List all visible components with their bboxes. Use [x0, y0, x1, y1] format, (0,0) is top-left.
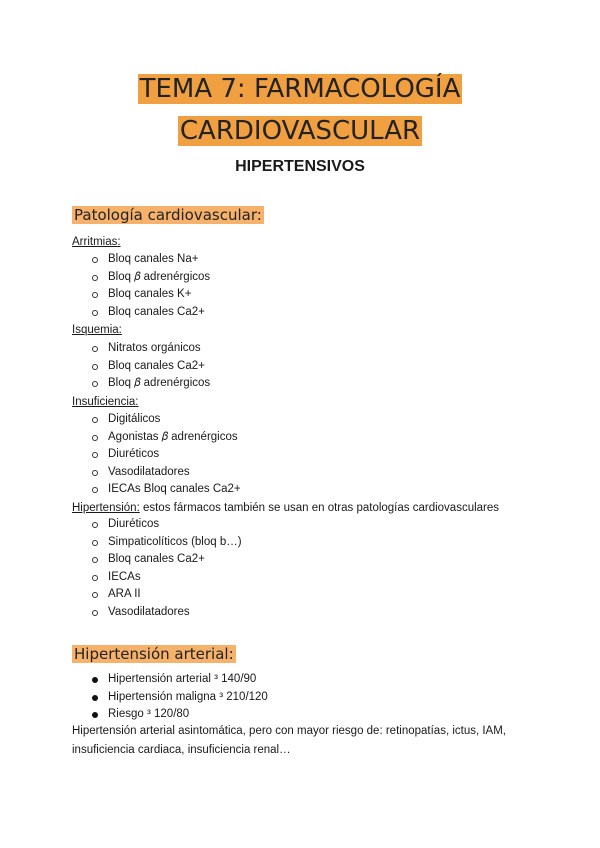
section-heading-hipertension-arterial [72, 643, 236, 665]
list-item: Hipertensión arterial ³ 140/90 [90, 671, 268, 689]
title-text-2: CARDIOVASCULAR [179, 116, 421, 146]
list-item: Bloq 𝛽 adrenérgicos [90, 375, 210, 393]
list-isquemia [90, 340, 210, 393]
list-item: Vasodilatadores [90, 604, 242, 622]
list-item: Bloq canales Ca2+ [90, 304, 210, 322]
title-line-1 [0, 72, 600, 106]
list-item: Bloq 𝛽 adrenérgicos [90, 269, 210, 287]
subtitle: HIPERTENSIVOS [235, 158, 365, 175]
list-item: Bloq canales Ca2+ [90, 551, 242, 569]
category-insuficiencia-label: Insuficiencia: [72, 396, 139, 408]
list-item: Diuréticos [90, 446, 241, 464]
list-item: Diuréticos [90, 516, 242, 534]
list-item: Nitratos orgánicos [90, 340, 210, 358]
list-arritmias [90, 251, 210, 321]
category-hipertension-note: estos fármacos también se usan en otras patologías cardiovasculares [139, 502, 500, 514]
list-item: IECAs [90, 569, 242, 587]
list-item: Simpaticolíticos (bloq b…) [90, 534, 242, 552]
category-arritmias [72, 235, 121, 249]
list-item: Agonistas 𝛽 adrenérgicos [90, 429, 241, 447]
list-item: IECAs Bloq canales Ca2+ [90, 481, 241, 499]
list-item: Bloq canales K+ [90, 286, 210, 304]
category-hipertension [72, 501, 542, 515]
paragraph-asintomatica: Hipertensión arterial asintomática, pero con mayor riesgo de: retinopatías, ictus, IAM, insuficiencia cardiaca, insuficiencia renal… [72, 725, 507, 756]
list-item: Bloq canales Na+ [90, 251, 210, 269]
list-hipertension [90, 516, 242, 621]
title-line-2 [0, 114, 600, 148]
list-insuficiencia [90, 411, 241, 499]
category-isquemia [72, 323, 122, 337]
list-item: Digitálicos [90, 411, 241, 429]
list-item: Vasodilatadores [90, 464, 241, 482]
list-hipertension-arterial [90, 671, 268, 724]
category-arritmias-label: Arritmias: [72, 236, 121, 248]
section-heading-patologia-text: Patología cardiovascular: [74, 206, 262, 224]
section-heading-hipertension-arterial-text: Hipertensión arterial: [74, 645, 234, 663]
list-item: ARA II [90, 586, 242, 604]
list-item: Hipertensión maligna ³ 210/120 [90, 689, 268, 707]
list-item: Riesgo ³ 120/80 [90, 706, 268, 724]
category-insuficiencia [72, 395, 138, 409]
title-text-1: TEMA 7: FARMACOLOGÍA [139, 74, 461, 104]
list-item: Bloq canales Ca2+ [90, 358, 210, 376]
category-hipertension-label: Hipertensión: [72, 502, 140, 514]
category-isquemia-label: Isquemia: [72, 324, 122, 336]
section-heading-patologia [72, 204, 264, 226]
